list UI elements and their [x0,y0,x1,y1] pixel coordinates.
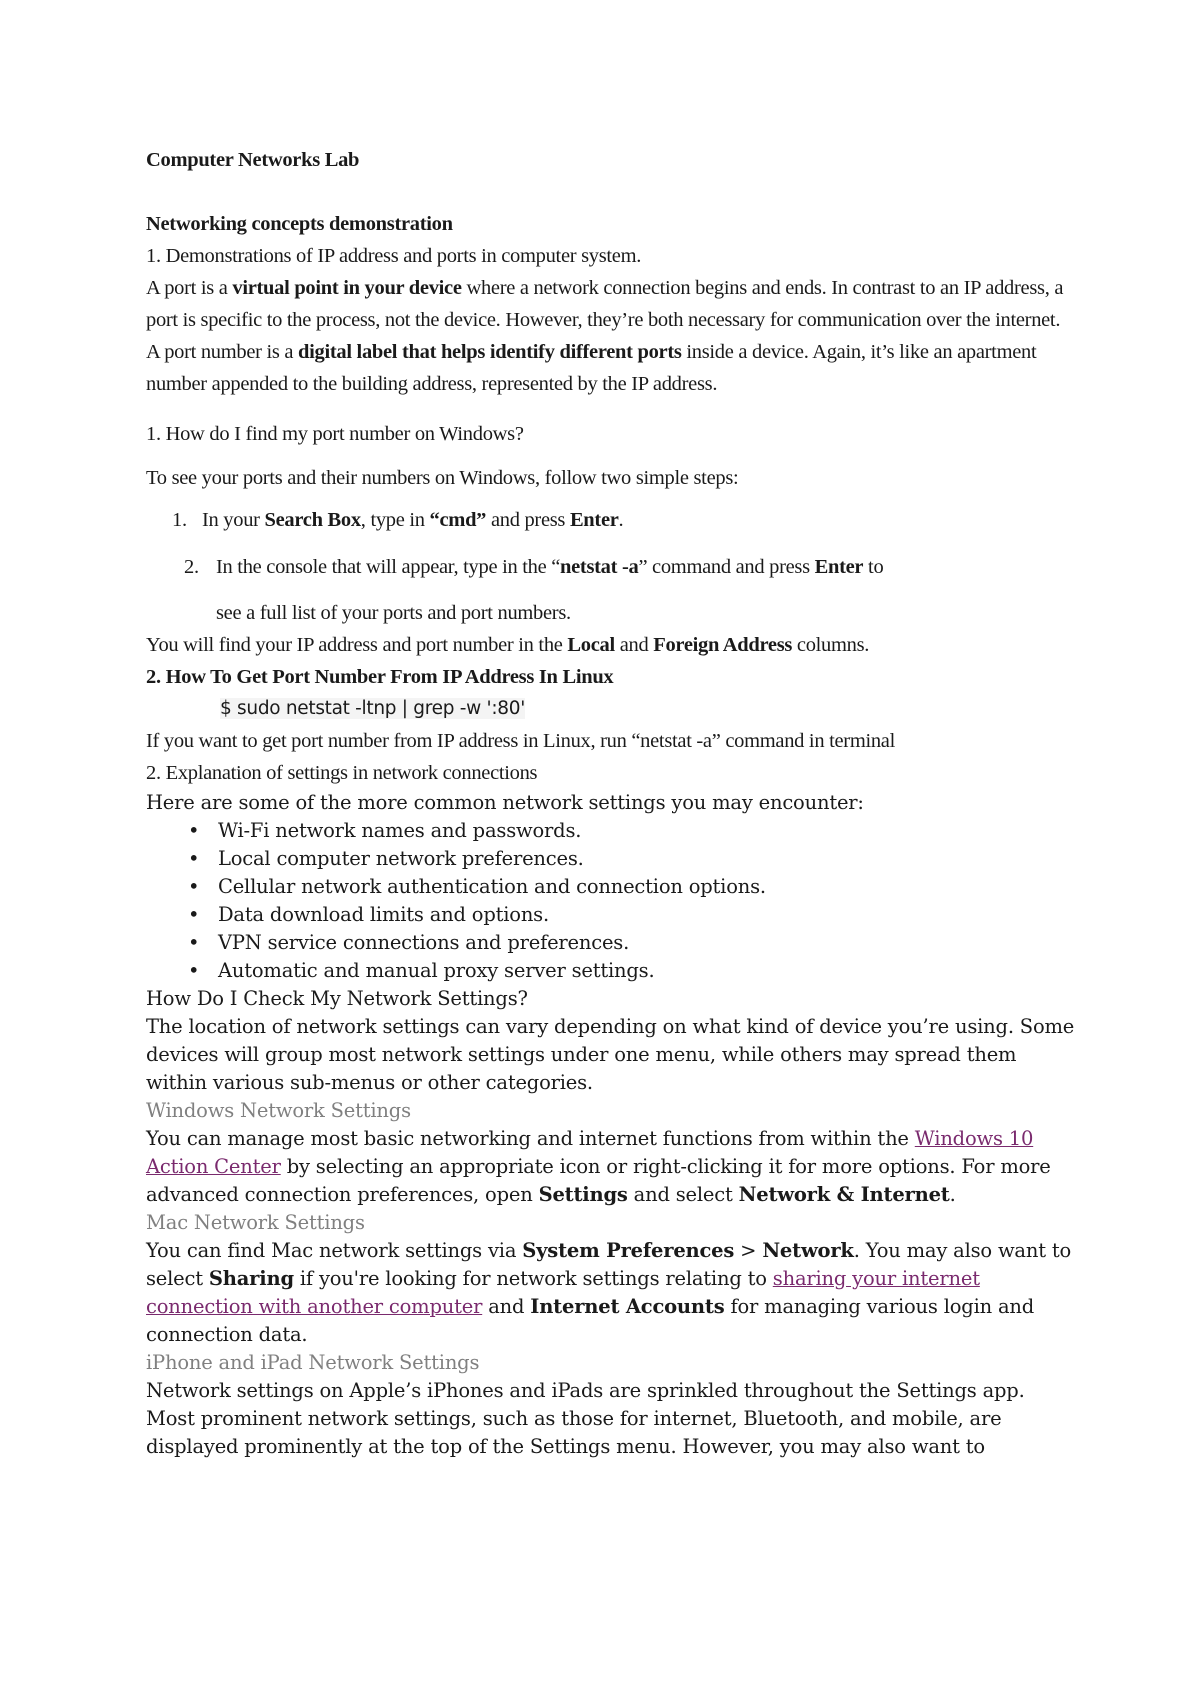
sharing-connection-link[interactable]: sharing your internet connection with another computer [146,1267,980,1318]
list-item: 1. In your Search Box, type in “cmd” and press Enter. [172,509,624,531]
check-paragraph: The location of network settings can vary depending on what kind of device you’re using. Some devices will group most network settings under one menu, while others may spread them within various sub-menus or other categories. [146,1015,1075,1094]
bullet-icon: • [188,931,200,954]
bullet-icon: • [188,847,200,870]
linux-command: $ sudo netstat -ltnp | grep -w ':80' [220,698,525,719]
find-ip-paragraph: You will find your IP address and port number in the Local and Foreign Address columns. [146,634,870,656]
section-heading: Networking concepts demonstration [146,213,453,235]
windows-settings-heading: Windows Network Settings [146,1099,411,1122]
list-item: • Cellular network authentication and connection options. [146,873,1076,901]
section-settings [146,789,1076,1461]
windows-action-center-link[interactable]: Windows 10 Action Center [146,1127,1034,1178]
bullet-icon: • [188,903,200,926]
port-number-paragraph: A port number is a digital label that helps identify different ports inside a device. Again, it’s like an apartment number appended to the building address, represented by the IP address. [146,341,1037,395]
list-item: • Wi-Fi network names and passwords. [146,817,1076,845]
list-item: 2. In the console that will appear, type in the “netstat -a” command and press Enter to see a full list of your ports and port numbers. [184,556,884,624]
linux-paragraph: If you want to get port number from IP address in Linux, run “netstat -a” command in terminal [146,730,895,752]
settings-intro: Here are some of the more common network settings you may encounter: [146,791,864,814]
check-heading: How Do I Check My Network Settings? [146,987,528,1010]
bullet-icon: • [188,819,200,842]
ios-settings-paragraph: Network settings on Apple’s iPhones and iPads are sprinkled throughout the Settings app. Most prominent network settings, such as those for internet, Bluetooth, and mobile, are displayed prominently at the top of the Settings menu. However, you may also want to [146,1379,1025,1458]
list-item: • Local computer network preferences. [146,845,1076,873]
section-concepts [146,208,1076,789]
list-item: • Automatic and manual proxy server settings. [146,957,1076,985]
linux-heading: 2. How To Get Port Number From IP Address In Linux [146,666,614,688]
mac-settings-heading: Mac Network Settings [146,1211,365,1234]
ios-settings-heading: iPhone and iPad Network Settings [146,1351,480,1374]
windows-question: 1. How do I find my port number on Windows? [146,423,524,445]
document-page [146,144,1076,1461]
mac-settings-paragraph: You can find Mac network settings via System Preferences > Network. You may also want to select Sharing if you're looking for network settings relating to sharing your internet connection with another computer and Internet Accounts for managing various login and connection data. [146,1239,1072,1346]
list-item: • Data download limits and options. [146,901,1076,929]
settings-bullet-list [146,817,1076,985]
bullet-icon: • [188,875,200,898]
item-1-heading: 1. Demonstrations of IP address and ports in computer system. [146,245,642,267]
item-2-heading: 2. Explanation of settings in network connections [146,762,538,784]
document-title: Computer Networks Lab [146,149,360,171]
bullet-icon: • [188,959,200,982]
list-item: • VPN service connections and preferences. [146,929,1076,957]
port-paragraph: A port is a virtual point in your device where a network connection begins and ends. In contrast to an IP address, a port is specific to the process, not the device. However, they’re both necessary for communication over the internet. [146,277,1064,331]
steps-list [146,504,1076,629]
windows-settings-paragraph: You can manage most basic networking and internet functions from within the Windows 10 Action Center by selecting an appropriate icon or right-clicking it for more options. For more advanced connection preferences, open Settings and select Network & Internet. [146,1127,1051,1206]
steps-intro: To see your ports and their numbers on Windows, follow two simple steps: [146,467,739,489]
